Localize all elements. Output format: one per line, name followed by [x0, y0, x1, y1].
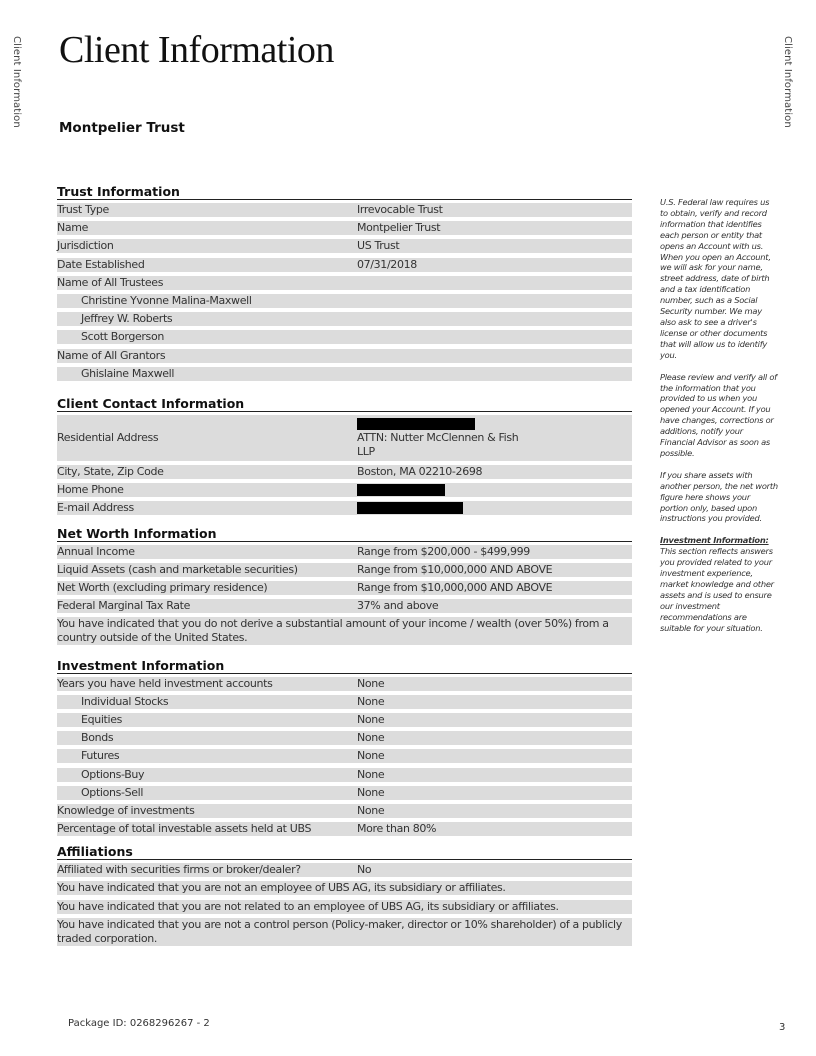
row-value: Range from $200,000 - $499,999: [357, 544, 530, 558]
row-value: No: [357, 863, 372, 877]
table-row: [57, 918, 632, 946]
sidebar-heading: Investment Information:: [660, 535, 769, 546]
redaction-block: [357, 418, 475, 430]
email-value: [357, 501, 632, 515]
row-value: None: [357, 803, 385, 817]
row-label: Jurisdiction: [57, 239, 114, 253]
page-number: 3: [779, 1022, 786, 1033]
row-label: Bonds: [81, 731, 114, 745]
table-row: [57, 330, 632, 344]
table-row: [57, 881, 632, 895]
table-row: [57, 581, 632, 595]
row-label: City, State, Zip Code: [57, 465, 164, 479]
row-label: Equities: [81, 712, 123, 726]
section-title: Trust Information: [57, 184, 632, 200]
row-value: [357, 294, 632, 308]
table-row: [57, 415, 632, 461]
section-title: Net Worth Information: [57, 526, 632, 542]
table-row: [57, 786, 632, 800]
row-value: None: [357, 731, 385, 745]
row-label: Home Phone: [57, 483, 124, 497]
table-row: [57, 501, 632, 515]
row-value: Montpelier Trust: [357, 221, 441, 235]
row-value: Boston, MA 02210-2698: [357, 465, 483, 479]
row-label: Residential Address: [57, 430, 159, 444]
trustee-name: Christine Yvonne Malina-Maxwell: [81, 293, 252, 307]
table-row: [57, 221, 632, 235]
table-row: [57, 294, 632, 308]
row-label: Percentage of total investable assets held at UBS: [57, 822, 312, 836]
sidebar-notes: [660, 197, 778, 645]
redaction-block: [357, 502, 463, 514]
row-value: [357, 349, 632, 363]
table-row: [57, 545, 632, 559]
row-value: 07/31/2018: [357, 257, 417, 271]
table-row: [57, 900, 632, 914]
main-content: [57, 184, 632, 950]
row-value: [357, 276, 632, 290]
table-row: [57, 465, 632, 479]
sidebar-paragraph: U.S. Federal law requires us to obtain, verify and record information that identifies each person or entity that opens an Account with us. When you open an Account, we will ask for your name, street address, date of birth and a tax identification number, such as a Social Security number. We may also ask to see a driver's license or other documents that will allow us to identify you.: [660, 197, 771, 360]
table-row: [57, 713, 632, 727]
row-value: None: [357, 694, 385, 708]
table-row: [57, 695, 632, 709]
table-row: [57, 863, 632, 877]
trustee-name: Jeffrey W. Roberts: [81, 312, 173, 326]
side-label-left: Client Information: [11, 36, 22, 128]
row-value: 37% and above: [357, 599, 439, 613]
row-label: Futures: [81, 749, 120, 763]
table-row: [57, 276, 632, 290]
statement-text: You have indicated that you do not derive a substantial amount of your income / wealth (over 50%) from a country outside of the United States.: [57, 617, 609, 645]
row-value: [357, 330, 632, 344]
sidebar-paragraph: If you share assets with another person, the net worth figure here shows your portion only, based upon instructions you provided.: [660, 469, 778, 524]
table-row: [57, 599, 632, 613]
row-label: E-mail Address: [57, 501, 134, 515]
section-title: Investment Information: [57, 658, 632, 674]
client-contact-section: [57, 396, 632, 516]
row-label: Name of All Grantors: [57, 348, 166, 362]
row-label: Options-Sell: [81, 785, 144, 799]
net-worth-section: [57, 526, 632, 646]
sidebar-text: This section reflects answers you provided related to your investment experience, market knowledge and other assets and is used to ensure our investment recommendations are suitable for your situation.: [660, 546, 774, 633]
row-label: Net Worth (excluding primary residence): [57, 581, 268, 594]
row-label: Federal Marginal Tax Rate: [57, 599, 191, 613]
row-value: None: [357, 676, 385, 690]
row-label: Name of All Trustees: [57, 275, 164, 289]
row-value: More than 80%: [357, 822, 437, 836]
row-value: Range from $10,000,000 AND ABOVE: [357, 581, 553, 594]
address-line: LLP: [357, 444, 375, 458]
row-label: Trust Type: [57, 203, 109, 216]
section-title: Client Contact Information: [57, 396, 632, 412]
table-row: [57, 203, 632, 217]
row-label: Liquid Assets (cash and marketable securities): [57, 562, 298, 576]
address-line: ATTN: Nutter McClennen & Fish: [357, 430, 519, 444]
package-id: Package ID: 0268296267 - 2: [68, 1018, 210, 1029]
table-row: [57, 804, 632, 818]
row-value: US Trust: [357, 239, 400, 253]
row-label: Name: [57, 221, 89, 235]
page-title: Client Information: [59, 29, 334, 71]
investment-section: [57, 658, 632, 837]
row-value: None: [357, 712, 385, 726]
sidebar-paragraph: Please review and verify all of the information that you provided to us when you opened your Account. If you have changes, corrections or additions, notify your Financial Advisor as soon as possible.: [660, 371, 777, 458]
statement-text: You have indicated that you are not an employee of UBS AG, its subsidiary or affiliates.: [57, 881, 506, 895]
row-label: Years you have held investment accounts: [57, 676, 273, 690]
redaction-block: [357, 484, 445, 496]
table-row: [57, 617, 632, 645]
table-row: [57, 312, 632, 326]
row-label: Affiliated with securities firms or broker/dealer?: [57, 863, 301, 877]
sidebar-paragraph: [660, 535, 778, 633]
table-row: [57, 349, 632, 363]
affiliations-section: [57, 844, 632, 946]
table-row: [57, 749, 632, 763]
table-row: [57, 563, 632, 577]
statement-text: You have indicated that you are not a control person (Policy-maker, director or 10% shareholder) of a publicly traded corporation.: [57, 917, 622, 945]
trustee-name: Scott Borgerson: [81, 330, 164, 344]
row-label: Options-Buy: [81, 767, 145, 781]
row-value: [357, 312, 632, 326]
residential-address-value: [357, 417, 632, 459]
table-row: [57, 258, 632, 272]
home-phone-value: [357, 483, 632, 497]
row-value: None: [357, 767, 385, 781]
table-row: [57, 677, 632, 691]
side-label-right: Client Information: [782, 36, 793, 128]
table-row: [57, 731, 632, 745]
table-row: [57, 239, 632, 253]
row-value: Irrevocable Trust: [357, 203, 443, 216]
row-value: [357, 367, 632, 381]
row-value: None: [357, 785, 385, 799]
row-label: Annual Income: [57, 544, 135, 558]
trust-information-section: [57, 184, 632, 381]
grantor-name: Ghislaine Maxwell: [81, 366, 175, 380]
table-row: [57, 483, 632, 497]
row-label: Knowledge of investments: [57, 803, 195, 817]
statement-text: You have indicated that you are not related to an employee of UBS AG, its subsidiary or affiliates.: [57, 899, 559, 913]
table-row: [57, 822, 632, 836]
client-name: Montpelier Trust: [59, 120, 185, 136]
row-label: Individual Stocks: [81, 694, 169, 708]
row-value: Range from $10,000,000 AND ABOVE: [357, 562, 553, 576]
table-row: [57, 768, 632, 782]
table-row: [57, 367, 632, 381]
section-title: Affiliations: [57, 844, 632, 860]
row-value: None: [357, 749, 385, 763]
row-label: Date Established: [57, 257, 145, 271]
